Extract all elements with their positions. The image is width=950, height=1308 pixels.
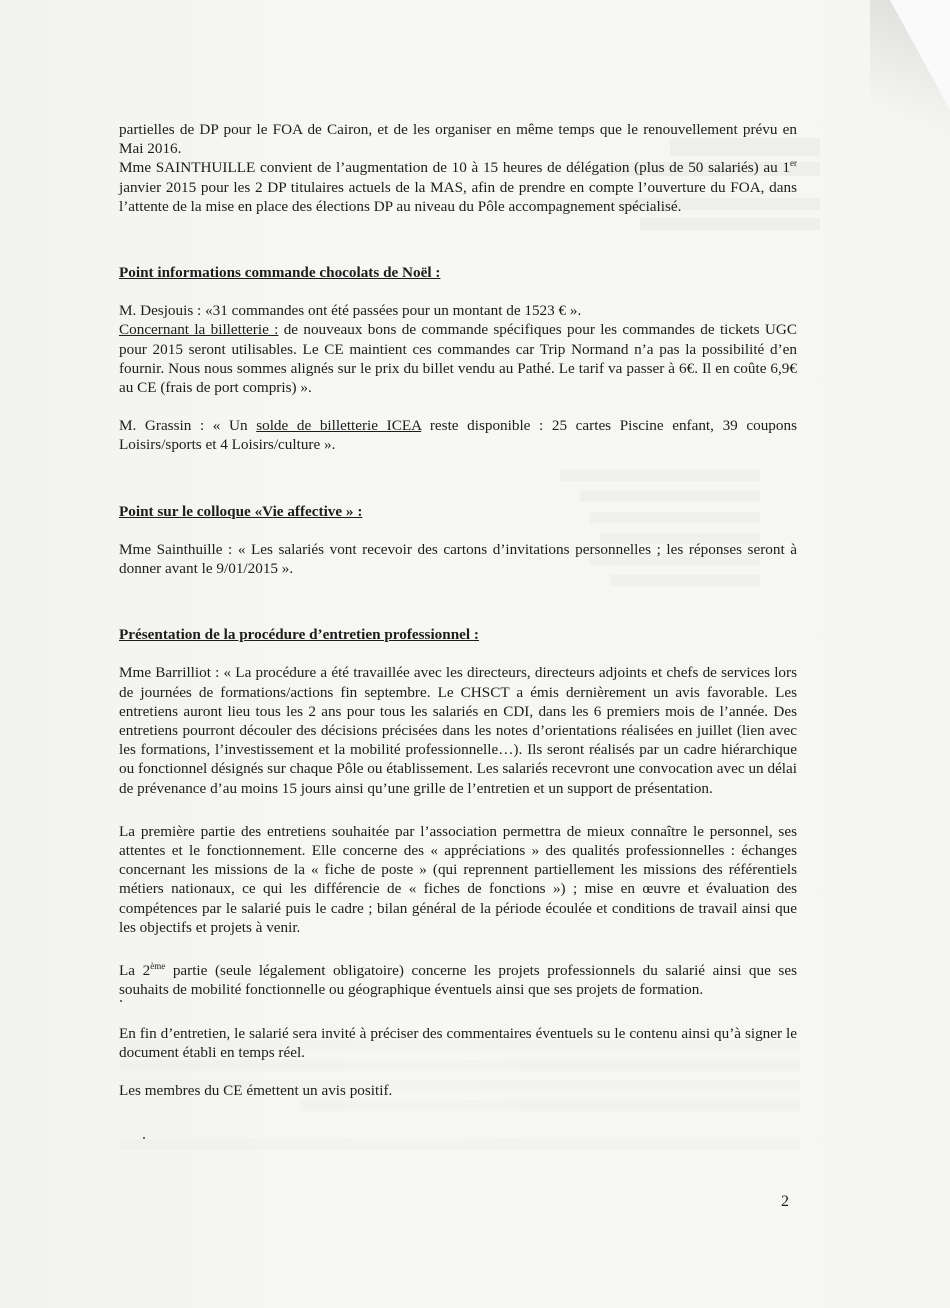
page-corner-fold [890,0,950,110]
delegation-text-end: janvier 2015 pour les 2 DP titulaires actuels de la MAS, afin de prendre en compte l’ouverture du FOA, dans l’attente de la mise en place des élections DP au niveau du Pôle accompagnement spécialisé. [119,178,797,215]
document-body [119,120,797,1100]
billetterie-label: Concernant la billetterie : [119,321,279,339]
paragraph-sainthuille-invitations: Mme Sainthuille : « Les salariés vont recevoir des cartons d’invitations personnelles ; les réponses seront à donner avant le 9/01/2015 ». [119,540,797,578]
heading-entretien: Présentation de la procédure d’entretien professionnel : [119,626,479,644]
grassin-text-end: reste disponible : 25 cartes Piscine enfant, 39 coupons Loisirs/sports et 4 Loisirs/culture ». [119,417,797,454]
paragraph-barrilliot: Mme Barrilliot : « La procédure a été travaillée avec les directeurs, directeurs adjoints et chefs de services lors de journées de formations/actions fin septembre. Le CHSCT a émis dernièrement un avis favorable. Les entretiens auront lieu tous les 2 ans pour tous les salariés en CDI, dans les 6 premiers mois de l’année. Des entretiens pourront découler des décisions précisées dans les notes d’orientations réalisées en juillet (lien avec les formations, l’investissement et la mobilité professionnelle…). Ils seront réalisés par un cadre hiérarchique ou fonctionnel désignés sur chaque Pôle ou établissement. Les salariés recevront une convocation avec un délai de prévenance d’au moins 15 jours ainsi qu’une grille de l’entretien et un support de présentation. [119,664,797,797]
stray-dot [143,1137,145,1139]
paragraph-fin-entretien: En fin d’entretien, le salarié sera invité à préciser des commentaires éventuels su le contenu ainsi qu’à signer le document établi en temps réel. [119,1024,797,1061]
paragraph-delegation-hours [119,158,797,216]
paragraph-grassin [119,416,797,454]
paragraph-premiere-partie: La première partie des entretiens souhaitée par l’association permettra de mieux connaître le personnel, ses attentes et le fonctionnement. Elle concerne des « appréciations » des qualités professionnelles : échanges concernant les missions de la « fiche de poste » (qui reprennent partiellement les missions des référentiels métiers nationaux, ce qui les différencie de « fiches de fonctions ») ; mise en œuvre et évaluation des compétences par le salarié puis le cadre ; bilan général de la période écoulée et conditions de travail ainsi que les objectifs et projets à venir. [119,822,797,936]
stray-dot [120,1000,122,1002]
heading-chocolats: Point informations commande chocolats de Noël : [119,264,441,282]
deuxieme-text-start: La 2 [119,962,151,980]
deuxieme-text-end: partie (seule légalement obligatoire) concerne les projets professionnels du salarié ainsi que ses souhaits de mobilité fonctionnelle ou géographique éventuels ainsi que ses projets de formation. [119,962,797,999]
ordinal-superscript-2: ème [150,961,166,972]
paragraph-desjouis: M. Desjouis : «31 commandes ont été passées pour un montant de 1523 € ». [119,302,582,320]
paragraph-deuxieme-partie [119,961,797,999]
paragraph-dp-foa: partielles de DP pour le FOA de Cairon, et de les organiser en même temps que le renouvellement prévu en Mai 2016. [119,121,797,158]
grassin-text-start: M. Grassin : « Un [119,417,257,435]
solde-billetterie-label: solde de billetterie ICEA [256,417,422,435]
paragraph-avis-positif: Les membres du CE émettent un avis positif. [119,1081,393,1099]
heading-colloque: Point sur le colloque «Vie affective » : [119,502,363,520]
ordinal-superscript: er [790,158,797,169]
delegation-text-start: Mme SAINTHUILLE convient de l’augmentation de 10 à 15 heures de délégation (plus de 50 salariés) au 1 [119,159,790,177]
paragraph-billetterie [119,320,797,397]
billetterie-text: de nouveaux bons de commande spécifiques pour les commandes de tickets UGC pour 2015 seront utilisables. Le CE maintient ces commandes car Trip Normand n’a pas la possibilité d’en fournir. Nous nous sommes alignés sur le prix du billet vendu au Pathé. Le tarif va passer à 6€. Il en coûte 6,9€ au CE (frais de port compris) ». [119,321,797,397]
page-number: 2 [781,1193,789,1210]
